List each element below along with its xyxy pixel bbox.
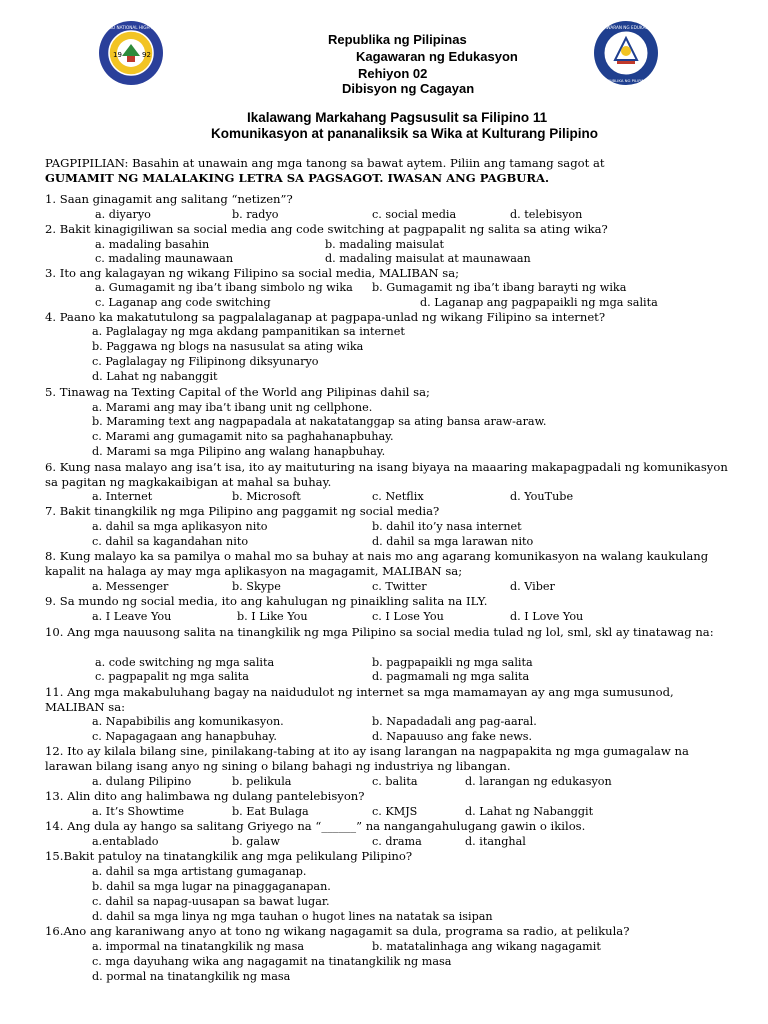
- answer-choice: b. I Like You: [237, 610, 308, 623]
- question-text: 12. Ito ay kilala bilang sine, pinilakang-tabing at ito ay isang larangan na nagpapakita ng mga gumagalaw na larawan bilang isang anyo ng sining o bilang bahagi ng industriya ng libangan.: [45, 744, 689, 773]
- answer-choice: b. Eat Bulaga: [232, 805, 309, 818]
- answer-choice: c. dahil sa napag-uusapan sa bawat lugar.: [92, 895, 330, 908]
- answer-choice: c. Paglalagay ng Filipinong diksyunaryo: [92, 355, 319, 368]
- answer-choice: d. Laganap ang pagpapaikli ng mga salita: [420, 296, 658, 309]
- question-text: 13. Alin dito ang halimbawa ng dulang pantelebisyon?: [45, 789, 365, 803]
- answer-choice: b. Napadadali ang pag-aaral.: [372, 715, 537, 728]
- answer-choice: b. pagpapaikli ng mga salita: [372, 656, 533, 669]
- answer-choice: b. Maraming text ang nagpapadala at nakatatanggap sa ating bansa araw-araw.: [92, 415, 547, 428]
- answer-choice: d. dahil sa mga linya ng mga tauhan o hugot lines na natatak sa isipan: [92, 910, 493, 923]
- answer-choice: b. radyo: [232, 208, 279, 221]
- answer-choice: a.entablado: [92, 835, 159, 848]
- answer-choice: c. KMJS: [372, 805, 418, 818]
- instructions-bold: GUMAMIT NG MALALAKING LETRA SA PAGSAGOT. IWASAN ANG PAGBURA.: [45, 171, 550, 185]
- answer-choice: c. drama: [372, 835, 422, 848]
- instructions-label: PAGPIPILIAN: [45, 156, 125, 170]
- school-seal-logo: [93, 20, 169, 86]
- answer-choice: c. Napagagaan ang hanapbuhay.: [92, 730, 277, 743]
- instructions-text: : Basahin at unawain ang mga tanong sa bawat aytem. Piliin ang tamang sagot at: [124, 156, 605, 170]
- question-text: 7. Bakit tinangkilik ng mga Pilipino ang paggamit ng social media?: [45, 504, 440, 518]
- answer-choice: b. madaling maisulat: [325, 238, 445, 251]
- answer-choice: d. larangan ng edukasyon: [465, 775, 612, 788]
- question-text: 1. Saan ginagamit ang salitang “netizen”?: [45, 192, 293, 206]
- answer-choice: a. Gumagamit ng iba’t ibang simbolo ng wika: [95, 281, 353, 294]
- question-text: 10. Ang mga nauusong salita na tinangkilik ng mga Pilipino sa social media tulad ng lol, sml, skl ay tinatawag na:: [45, 625, 714, 639]
- svg-text:STO. NIÑO NATIONAL HIGH SCHOOL: STO. NIÑO NATIONAL HIGH SCHOOL: [93, 25, 169, 30]
- question-text: 9. Sa mundo ng social media, ito ang kahulugan ng pinaikling salita na ILY.: [45, 594, 488, 608]
- answer-choice: a. madaling basahin: [95, 238, 210, 251]
- answer-choice: d. pormal na tinatangkilik ng masa: [92, 970, 291, 983]
- answer-choice: c. Marami ang gumagamit nito sa paghahanapbuhay.: [92, 430, 394, 443]
- answer-choice: a. diyaryo: [95, 208, 151, 221]
- exam-subtitle: Komunikasyon at pananaliksik sa Wika at Kulturang Pilipino: [211, 126, 598, 141]
- svg-text:KAGAWARAN NG EDUKASYON: KAGAWARAN NG EDUKASYON: [595, 25, 657, 30]
- answer-choice: c. Laganap ang code switching: [95, 296, 271, 309]
- answer-choice: c. dahil sa kagandahan nito: [92, 535, 249, 548]
- answer-choice: b. Microsoft: [232, 490, 301, 503]
- answer-choice: a. Paglalagay ng mga akdang pampanitikan sa internet: [92, 325, 405, 338]
- answer-choice: d. YouTube: [510, 490, 574, 503]
- header-department: Kagawaran ng Edukasyon: [356, 49, 518, 64]
- answer-choice: d. dahil sa mga larawan nito: [372, 535, 534, 548]
- answer-choice: b. Paggawa ng blogs na nasusulat sa ating wika: [92, 340, 364, 353]
- svg-text:REPUBLIKA NG PILIPINAS: REPUBLIKA NG PILIPINAS: [602, 78, 650, 83]
- answer-choice: c. Twitter: [372, 580, 427, 593]
- answer-choice: c. Netflix: [372, 490, 424, 503]
- answer-choice: b. Skype: [232, 580, 281, 593]
- answer-choice: a. Internet: [92, 490, 153, 503]
- header-republic: Republika ng Pilipinas: [328, 32, 467, 47]
- svg-text:19: 19: [113, 51, 122, 59]
- answer-choice: d. Marami sa mga Pilipino ang walang hanapbuhay.: [92, 445, 386, 458]
- exam-title: Ikalawang Markahang Pagsusulit sa Filipino 11: [247, 110, 548, 125]
- answer-choice: a. Napabibilis ang komunikasyon.: [92, 715, 284, 728]
- answer-choice: c. madaling maunawaan: [95, 252, 234, 265]
- question-text: 15.Bakit patuloy na tinatangkilik ang mga pelikulang Pilipino?: [45, 849, 413, 863]
- answer-choice: d. Viber: [510, 580, 555, 593]
- answer-choice: a. dulang Pilipino: [92, 775, 192, 788]
- answer-choice: d. Lahat ng Nabanggit: [465, 805, 594, 818]
- header-division: Dibisyon ng Cagayan: [342, 81, 475, 96]
- answer-choice: b. dahil ito’y nasa internet: [372, 520, 522, 533]
- question-text: 6. Kung nasa malayo ang isa’t isa, ito ay maituturing na isang biyaya na maaaring makapagpadali ng komunikasyon sa pagitan ng magkakaibigan at mahal sa buhay.: [45, 460, 728, 489]
- header-region: Rehiyon 02: [358, 66, 428, 81]
- question-text: 16.Ano ang karaniwang anyo at tono ng wikang nagagamit sa dula, programa sa radio, at pelikula?: [45, 924, 630, 938]
- answer-choice: d. itanghal: [465, 835, 526, 848]
- answer-choice: c. balita: [372, 775, 418, 788]
- answer-choice: d. I Love You: [510, 610, 584, 623]
- answer-choice: b. dahil sa mga lugar na pinaggaganapan.: [92, 880, 331, 893]
- answer-choice: c. mga dayuhang wika ang nagagamit na tinatangkilik ng masa: [92, 955, 452, 968]
- answer-choice: a. impormal na tinatangkilik ng masa: [92, 940, 304, 953]
- answer-choice: b. matatalinhaga ang wikang nagagamit: [372, 940, 601, 953]
- question-text: 5. Tinawag na Texting Capital of the World ang Pilipinas dahil sa;: [45, 385, 430, 399]
- question-text: 4. Paano ka makatutulong sa pagpalalaganap at pagpapa-unlad ng wikang Filipino sa internet?: [45, 310, 606, 324]
- answer-choice: d. madaling maisulat at maunawaan: [325, 252, 531, 265]
- answer-choice: b. pelikula: [232, 775, 292, 788]
- answer-choice: d. Napauuso ang fake news.: [372, 730, 533, 743]
- svg-text:92: 92: [142, 51, 151, 59]
- deped-seal-logo: [593, 20, 659, 86]
- question-text: 3. Ito ang kalagayan ng wikang Filipino sa social media, MALIBAN sa;: [45, 266, 460, 280]
- answer-choice: d. pagmamali ng mga salita: [372, 670, 530, 683]
- answer-choice: c. social media: [372, 208, 457, 221]
- answer-choice: a. dahil sa mga artistang gumaganap.: [92, 865, 307, 878]
- question-text: 14. Ang dula ay hango sa salitang Griyego na “______” na nangangahulugang gawin o ikilos.: [45, 819, 586, 833]
- answer-choice: c. pagpapalit ng mga salita: [95, 670, 249, 683]
- answer-choice: a. I Leave You: [92, 610, 172, 623]
- answer-choice: a. Marami ang may iba’t ibang unit ng cellphone.: [92, 401, 373, 414]
- question-text: 11. Ang mga makabuluhang bagay na naidudulot ng internet sa mga mamamayan ay ang mga sumusunod, MALIBAN sa:: [45, 685, 674, 714]
- answer-choice: a. Messenger: [92, 580, 169, 593]
- question-text: 8. Kung malayo ka sa pamilya o mahal mo sa buhay at nais mo ang agarang komunikasyon na walang kaukulang kapalit na halaga ay may mga aplikasyon na magagamit, MALIBAN sa;: [45, 549, 709, 578]
- answer-choice: d. Lahat ng nabanggit: [92, 370, 218, 383]
- answer-choice: a. It’s Showtime: [92, 805, 185, 818]
- answer-choice: b. Gumagamit ng iba’t ibang barayti ng wika: [372, 281, 627, 294]
- answer-choice: a. dahil sa mga aplikasyon nito: [92, 520, 268, 533]
- question-text: 2. Bakit kinagigiliwan sa social media ang code switching at pagpapalit ng salita sa ating wika?: [45, 222, 608, 236]
- answer-choice: d. telebisyon: [510, 208, 583, 221]
- answer-choice: c. I Lose You: [372, 610, 444, 623]
- instructions: [45, 156, 735, 186]
- answer-choice: a. code switching ng mga salita: [95, 656, 275, 669]
- answer-choice: b. galaw: [232, 835, 280, 848]
